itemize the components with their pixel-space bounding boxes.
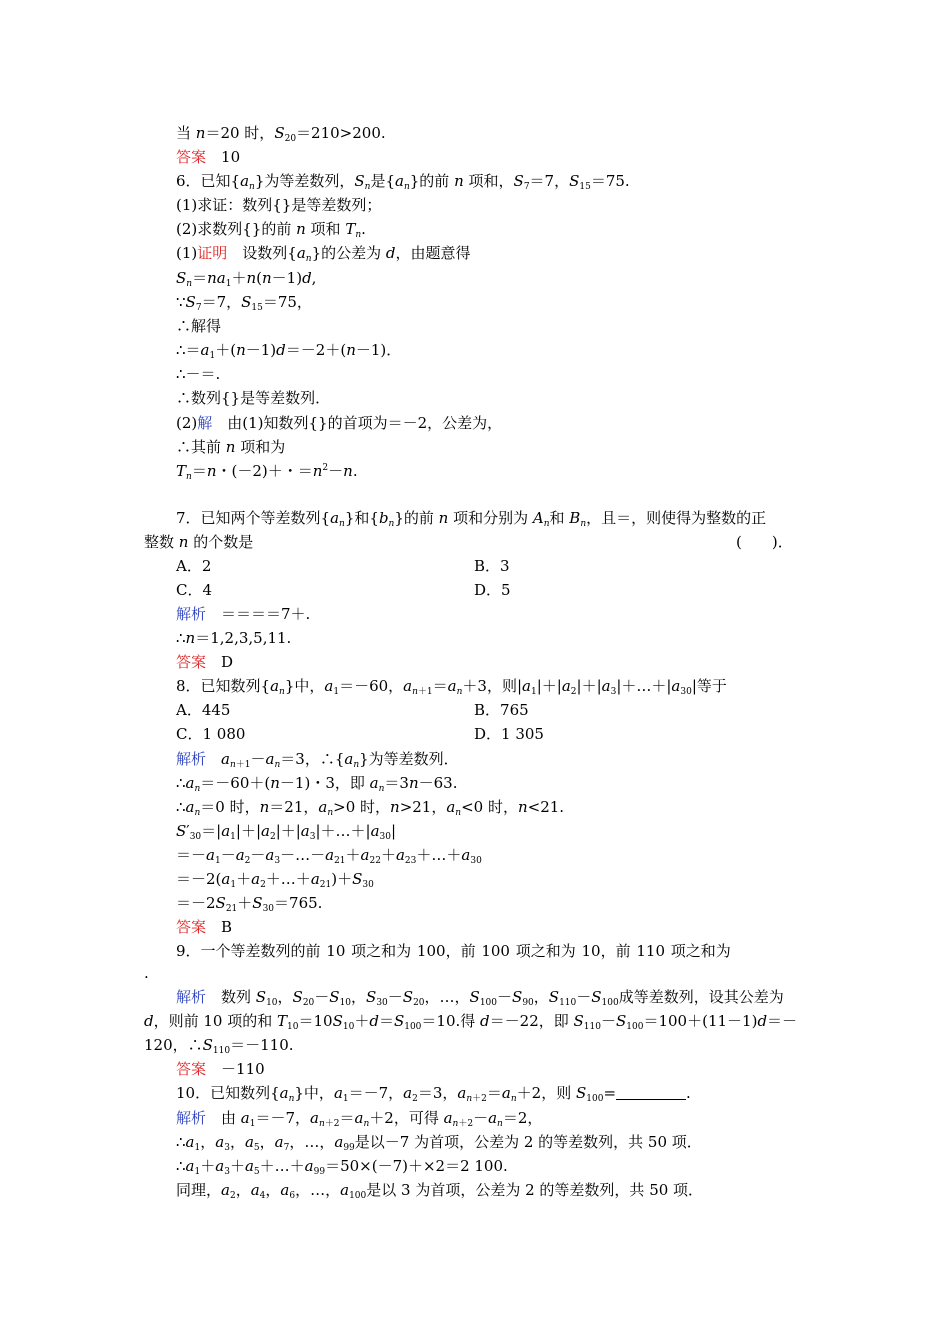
q6-solve: ∴解得 (176, 317, 222, 335)
solution-label: 解 (197, 414, 213, 432)
q8-analysis-line6: $=-2(a_1+a_2+\dots+a_{21})+S_{30}$ (176, 870, 374, 890)
q5-conclusion: 当 n＝20 时，$S_{20}=210>200$. (176, 124, 386, 144)
answer-value: B (221, 918, 233, 936)
analysis-label: 解析 (176, 605, 207, 623)
answer-label: 答案 (176, 1060, 207, 1078)
q6-general-term: $\therefore=a_1+(n-1)d=-2+(n-1)$． (176, 341, 402, 361)
q10-tail: . (686, 1084, 691, 1102)
q6-conclusion: ∴数列{}是等差数列． (176, 389, 331, 407)
q8-analysis-line3: $\therefore a_n=0$ 时，n＝21，$a_n>0$ 时，n>21，$a_n<0$ 时，n<21. (176, 798, 565, 818)
q8-stem: 8．已知数列$\{a_n\}$中，$a_1=-60$，$a_{n+1}=a_n+3$，则$|a_1|+|a_2|+|a_3|+\dots+|a_{30}|$等于 (176, 677, 727, 697)
q7-values: ∴n＝1,2,3,5,11. (176, 629, 292, 647)
q6-difference: ∴－＝. (176, 365, 221, 383)
q9-stem: 9．一个等差数列的前 10 项之和为 100，前 100 项之和为 10，前 110 项之和为 (176, 942, 731, 960)
q6-solution-start: (2)解 由(1)知数列{}的首项为＝－2，公差为， (176, 414, 503, 432)
analysis-label: 解析 (176, 750, 207, 768)
q7-option-a: A．2 (176, 557, 212, 575)
answer-value: －110 (221, 1060, 265, 1078)
q6-sum-intro: ∴其前 n 项和为 (176, 438, 286, 456)
q7-stem-line2: 整数 n 的个数是 (144, 533, 254, 551)
q8-analysis-line2: $\therefore a_n=-60+(n-1)$・3，即 $a_n=3n-63$. (176, 774, 458, 794)
q8-analysis-line1: 解析 $a_{n+1}-a_n=3$，$\therefore\{a_n\}$为等差数列． (176, 750, 459, 770)
q9-analysis-line3: 120，$\therefore S_{110}=-110$. (144, 1036, 294, 1056)
q8-option-d: D．1 305 (474, 725, 544, 743)
q10-analysis-line2: $\therefore a_1$，$a_3$，$a_5$，$a_7$，…，$a_{99}$是以－7 为首项，公差为 2 的等差数列，共 50 项． (176, 1133, 702, 1153)
q9-answer (176, 1059, 265, 1079)
q8-option-c: C．1 080 (176, 725, 246, 743)
answer-label: 答案 (176, 653, 207, 671)
q10-analysis-line4: 同理，$a_2$，$a_4$，$a_6$，…，$a_{100}$是以 3 为首项，公差为 2 的等差数列，共 50 项． (176, 1181, 704, 1201)
q10-equals: = (603, 1084, 617, 1102)
q6-sum-result: $T_n=n$・(－2)＋・$=n^2-n$. (176, 462, 358, 482)
proof-label: 证明 (197, 244, 228, 262)
q9-analysis-line1: 解析 数列 $S_{10}$，$S_{20}-S_{10}$，$S_{30}-S_{20}$，…，$S_{100}-S_{90}$，$S_{110}-S_{100}$成等差数列，设其公差为 (176, 988, 784, 1008)
q7-option-d: D．5 (474, 581, 511, 599)
q8-analysis-line7: $=-2S_{21}+S_{30}=765$. (176, 894, 323, 914)
analysis-label: 解析 (176, 1109, 207, 1127)
q6-stem: 6．已知$\{a_n\}$为等差数列，$S_n$是$\{a_n\}$的前 n 项和，$S_7=7$，$S_{15}=75$. (176, 172, 630, 192)
q8-analysis-line4: $S'_{30}=|a_1|+|a_2|+|a_3|+\dots+|a_{30}|$ (176, 822, 397, 842)
q9-analysis-line2: d，则前 10 项的和 $T_{10}=10S_{10}+d=S_{100}=10$.得 d＝－22，即 $S_{110}-S_{100}=100+(11-1)d=-$ (144, 1012, 798, 1032)
q6-part1: (1)求证：数列{}是等差数列； (176, 196, 382, 214)
q6-given: $\because S_7=7$，$S_{15}=75$， (176, 293, 312, 313)
q8-answer (176, 917, 232, 937)
q7-option-c: C．4 (176, 581, 213, 599)
q10-analysis-line1: 解析 由 $a_1=-7$，$a_{n+2}=a_n+2$，可得 $a_{n+2}-a_n=2$， (176, 1109, 543, 1129)
q8-option-a: A．445 (176, 701, 231, 719)
answer-label: 答案 (176, 148, 207, 166)
q7-analysis: 解析 ＝＝＝＝7＋. (176, 605, 311, 623)
q10-stem: 10．已知数列$\{a_n\}$中，$a_1=-7$，$a_2=3$，$a_{n+2}=a_n+2$，则 $S_{100}=$ . (176, 1084, 691, 1104)
q5-answer (176, 147, 240, 167)
q6-proof-start: (1)证明 设数列$\{a_n\}$的公差为 d，由题意得 (176, 244, 471, 264)
answer-blank (616, 1085, 686, 1100)
answer-value: 10 (221, 148, 241, 166)
q7-option-b: B．3 (474, 557, 510, 575)
q6-part2: (2)求数列{}的前 n 项和 $T_n$. (176, 220, 366, 240)
answer-label: 答案 (176, 918, 207, 936)
q10-analysis-line3: $\therefore a_1+a_3+a_5+\dots+a_{99}=50\times(-7)+\times 2=2$ 100. (176, 1157, 508, 1177)
q8-option-b: B．765 (474, 701, 529, 719)
analysis-label: 解析 (176, 988, 207, 1006)
q6-sum-formula: $S_n=na_1+n(n-1)d$, (176, 269, 317, 289)
q7-stem-line1: 7．已知两个等差数列$\{a_n\}$和$\{b_n\}$的前 n 项和分别为 $A_n$和 $B_n$，且＝，则使得为整数的正 (176, 509, 767, 529)
answer-value: D (221, 653, 234, 671)
q7-answer (176, 652, 233, 672)
q9-stem-end: . (144, 964, 149, 982)
q7-bracket: ( )． (736, 533, 793, 551)
q8-analysis-line5: $=-a_1-a_2-a_3-\dots-a_{21}+a_{22}+a_{23}+\dots+a_{30}$ (176, 846, 482, 866)
